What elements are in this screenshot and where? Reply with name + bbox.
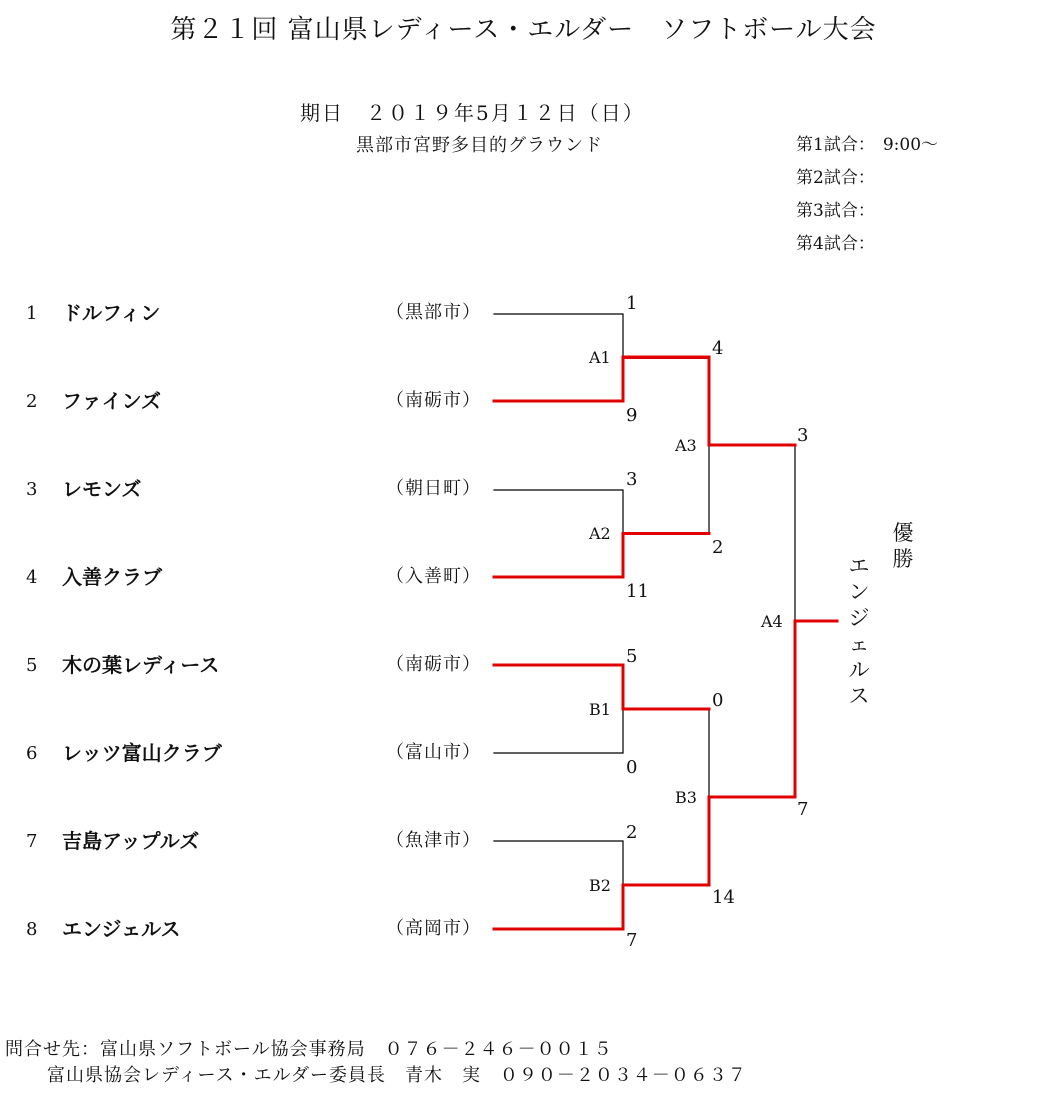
score-a2-bottom: 11 <box>626 581 649 602</box>
score-a4-top: 3 <box>797 425 809 446</box>
team-seed: 8 <box>26 919 38 940</box>
contact-line-1: 問合せ先：富山県ソフトボール協会事務局 ０７６－２４６－００１５ <box>5 1039 613 1060</box>
team-seed: 4 <box>26 567 38 588</box>
team-seed: 5 <box>26 655 38 676</box>
event-venue: 黒部市宮野多目的グラウンド <box>356 135 603 156</box>
team-city: （朝日町） <box>386 478 481 499</box>
team-seed: 3 <box>26 479 38 500</box>
event-date: 期日 ２０１９年5月１２日（日） <box>300 101 645 125</box>
team-seed: 6 <box>26 743 38 764</box>
match-label-a2: A2 <box>589 524 611 543</box>
contact-line-2: 富山県協会レディース・エルダー委員長 青木 実 ０９０－２０３４－０６３７ <box>47 1065 747 1086</box>
score-a2-top: 3 <box>626 469 638 490</box>
schedule-label: 第1試合： <box>796 135 875 155</box>
team-city: （入善町） <box>386 566 481 587</box>
score-b1-bottom: 0 <box>626 757 638 778</box>
team-name: エンジェルス <box>62 917 181 941</box>
team-city: （南砺市） <box>386 654 481 675</box>
score-a3-bottom: 2 <box>712 537 724 558</box>
team-name: レモンズ <box>62 477 142 501</box>
score-b2-top: 2 <box>626 822 638 843</box>
team-name: 入善クラブ <box>62 565 162 589</box>
team-name: 木の葉レディース <box>62 653 220 677</box>
team-name: レッツ富山クラブ <box>62 741 222 765</box>
team-seed: 1 <box>26 303 38 324</box>
score-a4-bottom: 7 <box>797 799 809 820</box>
team-name: ファインズ <box>62 389 161 413</box>
schedule-time: 9:00～ <box>882 135 939 155</box>
score-a1-top: 1 <box>626 293 638 314</box>
team-city: （魚津市） <box>386 830 481 851</box>
schedule-label: 第4試合： <box>796 234 875 254</box>
match-label-b3: B3 <box>675 788 697 807</box>
match-label-a4: A4 <box>761 612 783 631</box>
bracket-b3-top-line <box>623 709 709 797</box>
score-b1-top: 5 <box>626 646 638 667</box>
score-b2-bottom: 7 <box>626 930 638 951</box>
bracket-a3-top-line <box>623 357 709 445</box>
team-name: ドルフィン <box>62 301 161 325</box>
team-city: （黒部市） <box>386 302 481 323</box>
schedule-label: 第2試合： <box>796 168 875 188</box>
team-city: （南砺市） <box>386 390 481 411</box>
team-seed: 7 <box>26 831 38 852</box>
score-b3-bottom: 14 <box>712 887 735 908</box>
team-city: （高岡市） <box>386 918 481 939</box>
match-label-b1: B1 <box>589 700 611 719</box>
score-a3-top: 4 <box>712 338 724 359</box>
match-label-b2: B2 <box>589 876 611 895</box>
page-title: 第２１回 富山県レディース・エルダー ソフトボール大会 <box>170 15 877 45</box>
match-label-a3: A3 <box>675 436 697 455</box>
team-city: （富山市） <box>386 742 481 763</box>
team-seed: 2 <box>26 391 38 412</box>
champion-name: エンジェルス <box>848 554 870 708</box>
team-name: 吉島アップルズ <box>62 829 200 853</box>
match-label-a1: A1 <box>589 348 611 367</box>
bracket-a4-top-line <box>709 445 795 621</box>
score-b3-top: 0 <box>712 690 724 711</box>
champion-label: 優勝 <box>892 521 914 571</box>
schedule-label: 第3試合： <box>796 201 875 221</box>
score-a1-bottom: 9 <box>626 405 638 426</box>
